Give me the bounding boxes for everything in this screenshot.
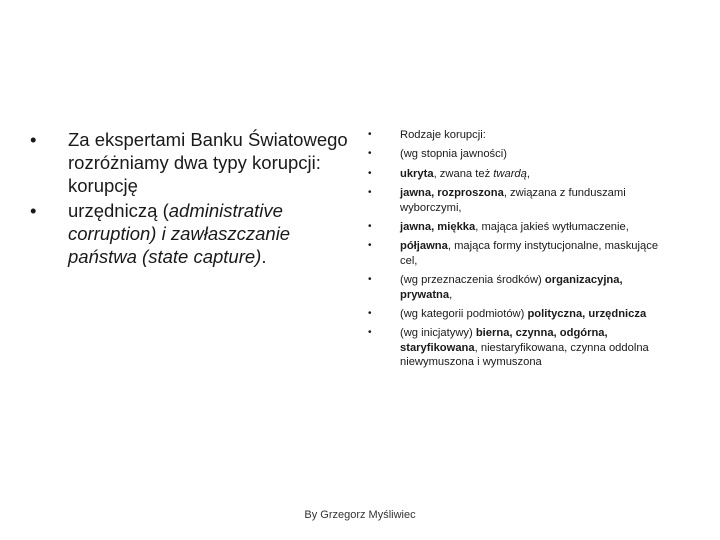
bullet-icon: • xyxy=(368,167,372,179)
left-bullet-text: urzędniczą (administrative corruption) i zawłaszczanie państwa (state capture). xyxy=(68,200,291,267)
right-bullet-text: Rodzaje korupcji: xyxy=(400,129,486,141)
bullet-icon: • xyxy=(30,129,37,150)
right-bullet-text: jawna, miękka, mająca jakieś wytłumaczenie, xyxy=(400,221,629,234)
bullet-icon: • xyxy=(368,240,372,252)
right-bullet-text: (wg inicjatywy) bierna, czynna, odgórna, staryfikowana, niestaryfikowana, czynna oddolna niewymuszona i wymuszona xyxy=(400,327,649,369)
slide-footer: By Grzegorz Myśliwiec xyxy=(304,509,416,521)
bullet-icon: • xyxy=(368,187,372,199)
right-bullet-item xyxy=(366,326,666,369)
right-bullet-text: (wg przeznaczenia środków) organizacyjna, prywatna, xyxy=(400,274,623,301)
bullet-icon: • xyxy=(368,221,372,233)
left-bullet-text: Za ekspertami Banku Światowego rozróżniamy dwa typy korupcji: korupcję xyxy=(68,129,348,196)
right-bullet-item xyxy=(366,186,666,215)
left-bullet-item xyxy=(30,128,350,197)
bullet-icon: • xyxy=(368,274,372,286)
right-bullet-text: (wg stopnia jawności) xyxy=(400,148,507,161)
right-bullet-text: (wg kategorii podmiotów) polityczna, urzędnicza xyxy=(400,308,647,321)
right-bullet-item xyxy=(366,239,666,268)
right-bullet-item xyxy=(366,128,666,142)
right-bullet-list xyxy=(366,128,666,375)
right-bullet-item xyxy=(366,147,666,161)
right-bullet-item xyxy=(366,307,666,321)
bullet-icon: • xyxy=(368,148,372,160)
right-bullet-text: jawna, rozproszona, związana z funduszami wyborczymi, xyxy=(400,187,626,214)
left-bullet-list xyxy=(30,128,350,270)
right-bullet-text: ukryta, zwana też twardą, xyxy=(400,167,530,180)
right-bullet-item xyxy=(366,167,666,181)
right-bullet-text: półjawna, mająca formy instytucjonalne, maskujące cel, xyxy=(400,240,659,267)
right-bullet-item xyxy=(366,220,666,234)
bullet-icon: • xyxy=(368,308,372,320)
bullet-icon: • xyxy=(368,129,372,140)
left-bullet-item xyxy=(30,199,350,268)
bullet-icon: • xyxy=(30,200,37,221)
bullet-icon: • xyxy=(368,327,372,339)
right-bullet-item xyxy=(366,273,666,302)
